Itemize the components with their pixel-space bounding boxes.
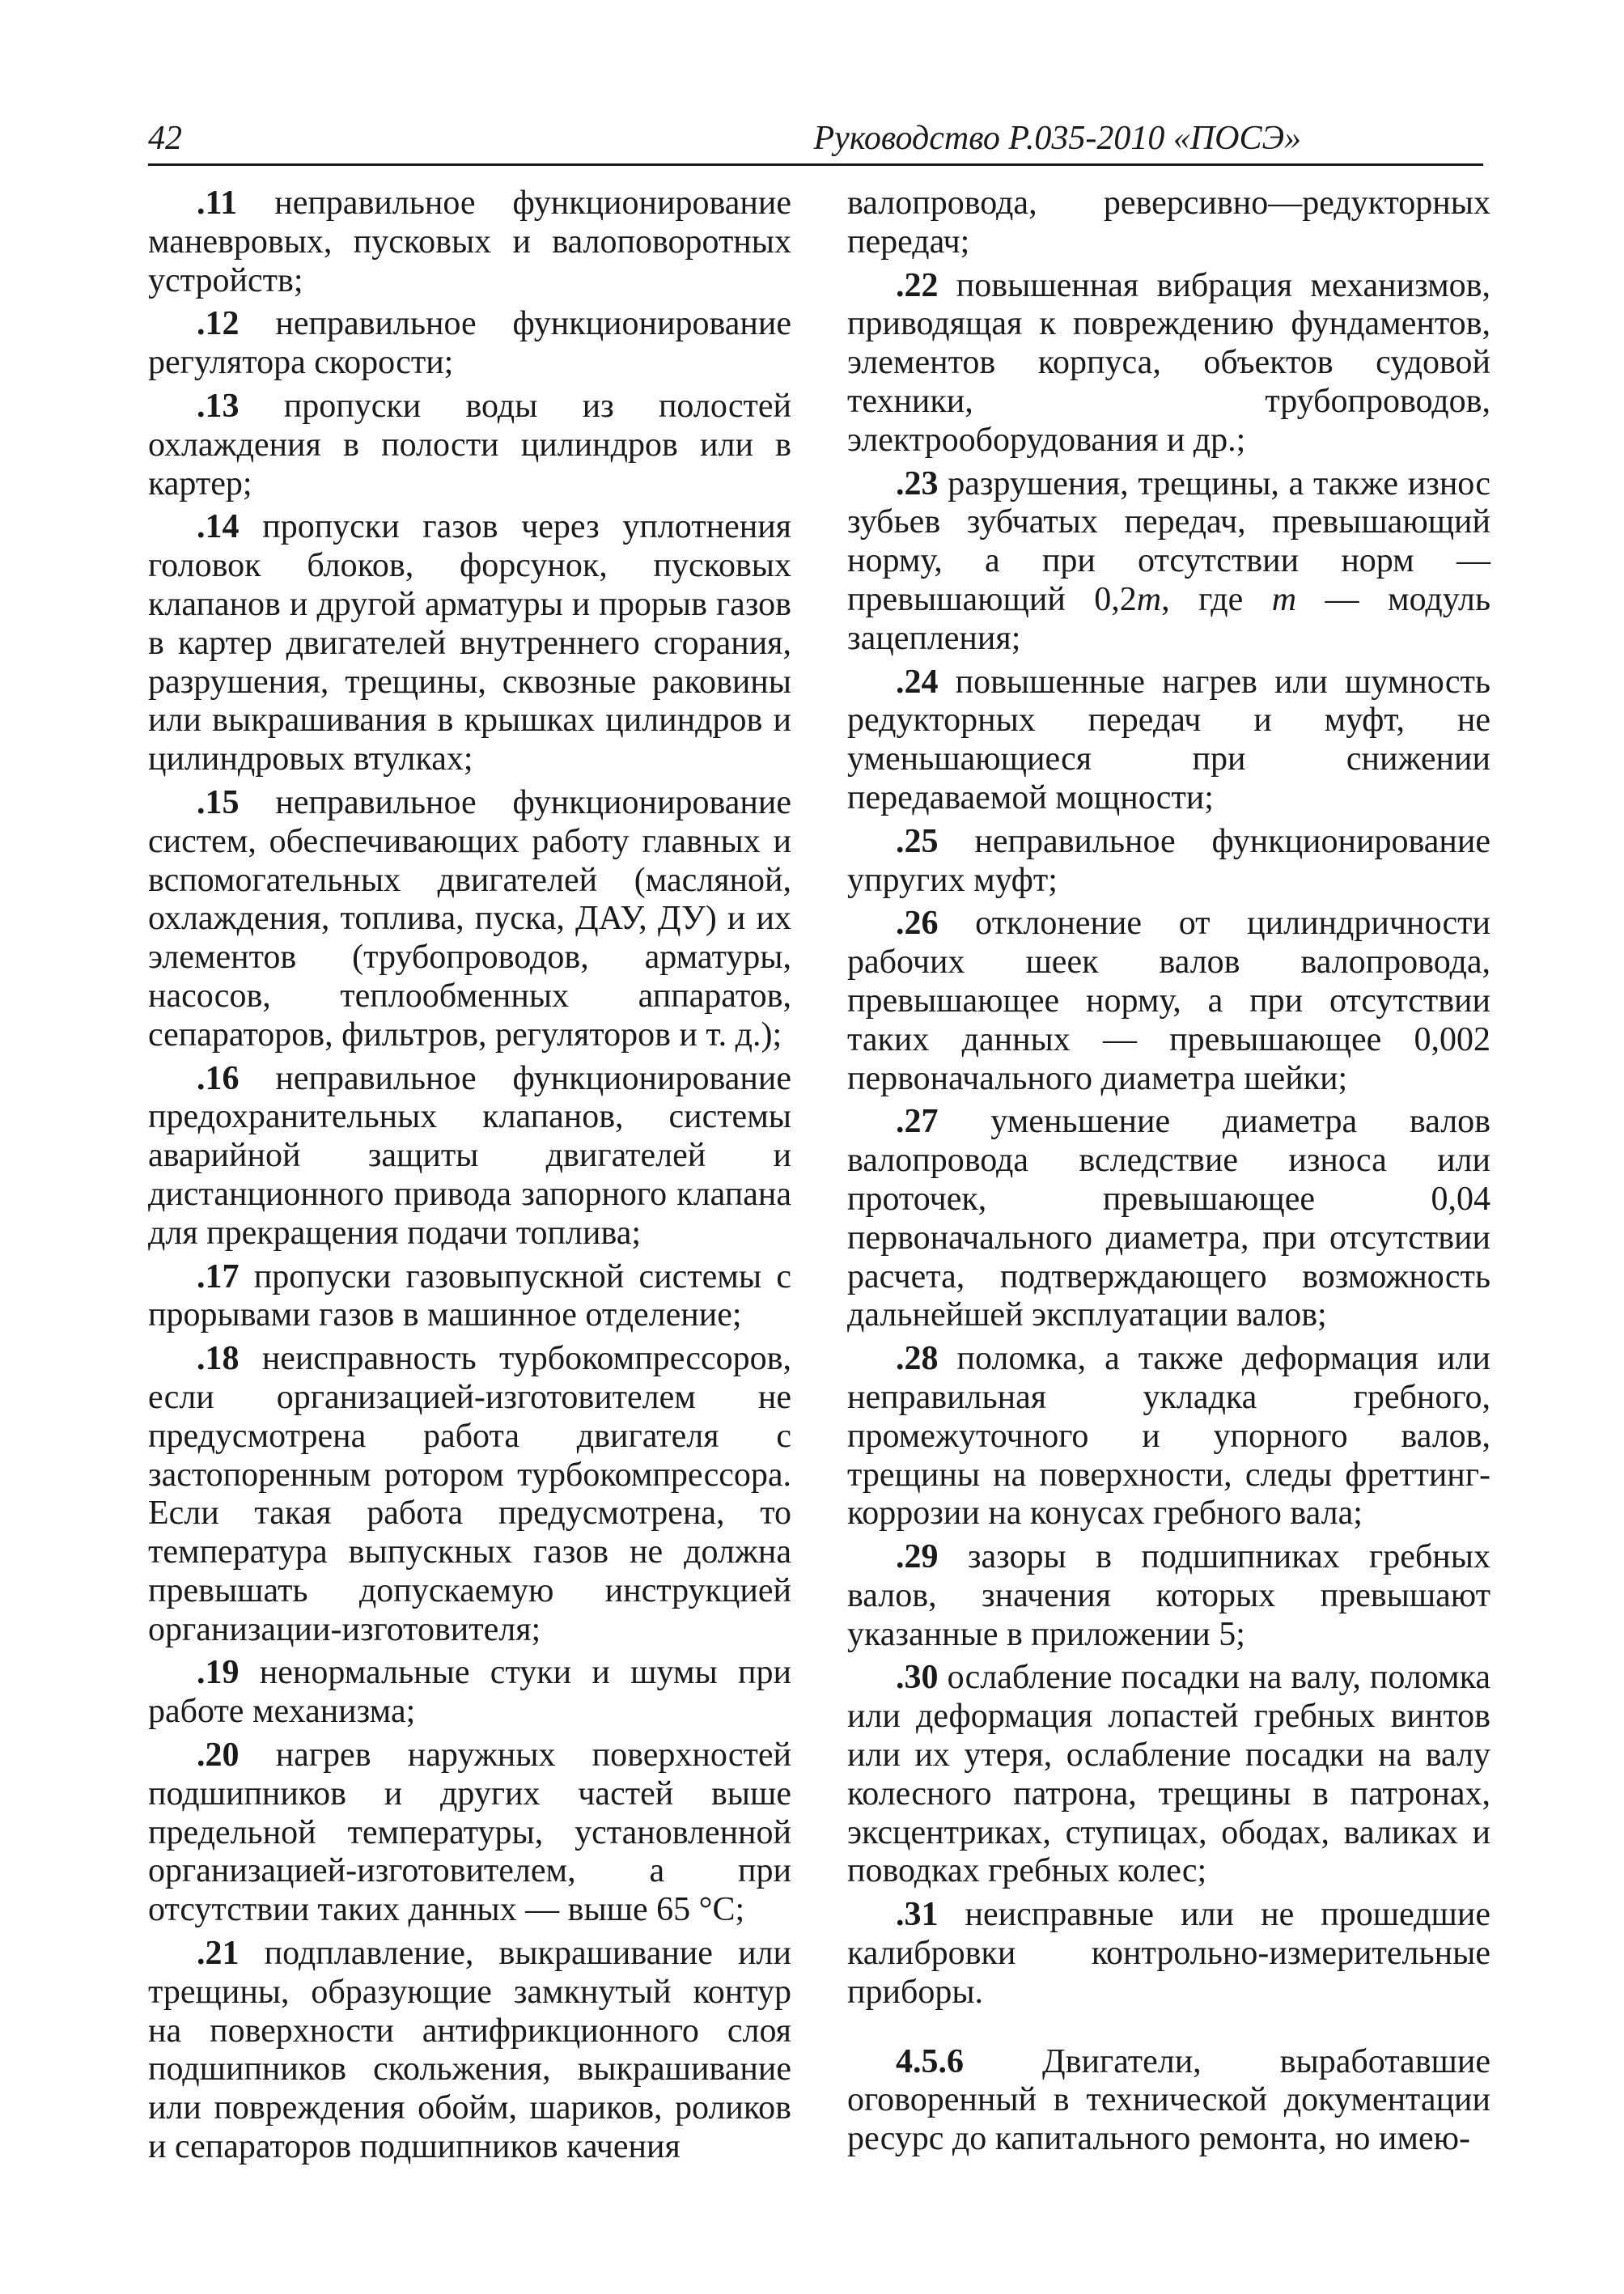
item-text: , где	[1161, 580, 1272, 618]
item-text: неправильное функционирование предохранительных клапанов, системы аварийной защиты двигателей и дистанционного привода запорного клапана для прекращения подачи топлива;	[148, 1059, 791, 1252]
list-item	[148, 388, 791, 503]
list-item	[148, 1654, 791, 1732]
item-text: ненормальные стуки и шумы при работе механизма;	[148, 1654, 791, 1731]
item-text: неправильное функционирование упругих муфт;	[847, 822, 1490, 899]
item-number: .26	[896, 905, 939, 943]
math-variable: m	[1136, 580, 1162, 618]
list-item	[847, 664, 1490, 818]
item-text: уменьшение диаметра валов валопровода вследствие износа или проточек, превышающее 0,04 первоначального диаметра, при отсутствии расчета, подтверждающего возможность дальнейшей эксплуатации валов;	[847, 1103, 1490, 1334]
item-text: поломка, а также деформация или неправильная укладка гребного, промежуточного и упорного валов, трещины на поверхности, следы фреттинг-коррозии на конусах гребного вала;	[847, 1340, 1490, 1533]
item-text: неисправные или не прошедшие калибровки контрольно-измерительные приборы.	[847, 1896, 1490, 2011]
item-text: — модуль зацепления;	[847, 580, 1490, 657]
item-number: .23	[896, 464, 939, 502]
list-item	[847, 1103, 1490, 1335]
list-item	[847, 465, 1490, 659]
list-item	[148, 1258, 791, 1336]
item-number: .28	[896, 1340, 939, 1378]
item-number: .24	[896, 663, 939, 701]
item-text: пропуски газовыпускной системы с прорывами газов в машинное отделение;	[148, 1257, 791, 1334]
item-number: .25	[896, 822, 939, 860]
item-text: разрушения, трещины, а также износ зубьев зубчатых передач, превышающий норму, а при отсутствии норм — превышающий 0,2	[847, 464, 1490, 618]
page-header	[148, 113, 1483, 166]
list-item	[847, 267, 1490, 460]
item-text: отклонение от цилиндричности рабочих шеек валов валопровода, превышающее норму, а при отсутствии таких данных — превышающее 0,002 первоначального диаметра шейки;	[847, 905, 1490, 1097]
item-text: пропуски газов через уплотнения головок блоков, форсунок, пусковых клапанов и другой арматуры и прорыв газов в картер двигателей внутреннего сгорания, разрушения, трещины, сквозные раковины или выкрашивания в крышках цилиндров и цилиндровых втулках;	[148, 508, 791, 778]
item-number: .29	[896, 1538, 939, 1576]
list-item	[847, 905, 1490, 1098]
item-number: .16	[197, 1059, 240, 1097]
section-text: Двигатели, выработавшие оговоренный в технической документации ресурс до капитального ремонта, но имею-	[847, 2042, 1490, 2158]
left-column	[148, 184, 791, 2172]
item-text: нагрев наружных поверхностей подшипников и других частей выше предельной температуры, установленной организацией-изготовителем, а при отсутствии таких данных — выше 65 °С;	[148, 1736, 791, 1929]
section-number: 4.5.6	[896, 2042, 964, 2080]
item-number: .20	[197, 1736, 240, 1775]
section-paragraph	[847, 2043, 1490, 2159]
item-text: неправильное функционирование систем, обеспечивающих работу главных и вспомогательных двигателей (масляной, охлаждения, топлива, пуска, ДАУ, ДУ) и их элементов (трубопроводов, арматуры, насосов, теплообменных аппаратов, сепараторов, фильтров, регуляторов и т. д.);	[148, 783, 791, 1054]
list-item	[148, 1060, 791, 1253]
list-item	[847, 1896, 1490, 2012]
right-column	[847, 184, 1490, 2164]
math-variable: m	[1271, 580, 1297, 618]
list-item	[148, 784, 791, 1055]
list-item	[847, 823, 1490, 901]
item-number: .22	[896, 266, 939, 304]
item-number: .11	[197, 184, 238, 222]
list-item	[847, 1659, 1490, 1891]
item-number: .19	[197, 1654, 240, 1692]
running-title: Руководство Р.035-2010 «ПОСЭ»	[813, 120, 1301, 157]
list-item	[148, 1935, 791, 2167]
item-text: зазоры в подшипниках гребных валов, значения которых превышают указанные в приложении 5;	[847, 1538, 1490, 1653]
item-number: .12	[197, 305, 240, 343]
item-text: подплавление, выкрашивание или трещины, образующие замкнутый контур на поверхности антифрикционного слоя подшипников скольжения, выкрашивание или повреждения обойм, шариков, роликов и сепараторов подшипников качения	[148, 1935, 791, 2166]
list-item	[148, 508, 791, 779]
page-number: 42	[148, 120, 182, 157]
item-number: .27	[896, 1103, 939, 1141]
list-item	[148, 184, 791, 300]
item-number: .21	[197, 1935, 240, 1973]
list-item	[847, 1538, 1490, 1654]
list-item	[148, 1736, 791, 1930]
item-number: .31	[896, 1896, 939, 1934]
list-item	[148, 1340, 791, 1649]
item-text: пропуски воды из полостей охлаждения в полости цилиндров или в картер;	[148, 387, 791, 502]
item-number: .15	[197, 783, 240, 821]
continued-text: валопровода, реверсивно—редукторных передач;	[847, 184, 1490, 261]
item-text: неправильное функционирование маневровых, пусковых и валоповоротных устройств;	[148, 184, 791, 299]
item-number: .17	[197, 1257, 240, 1295]
list-item	[148, 305, 791, 383]
item-text: ослабление посадки на валу, поломка или деформация лопастей гребных винтов или их утеря, ослабление посадки на валу колесного патрона, трещины в патронах, эксцентриках, ступицах, ободах, валиках и поводках гребных колес;	[847, 1659, 1490, 1890]
list-item	[847, 1340, 1490, 1533]
item-number: .13	[197, 387, 240, 425]
item-text: неправильное функционирование регулятора скорости;	[148, 305, 791, 382]
item-number: .30	[896, 1659, 939, 1697]
item-text: повышенные нагрев или шумность редукторных передач и муфт, не уменьшающиеся при снижении передаваемой мощности;	[847, 663, 1490, 816]
item-number: .14	[197, 508, 240, 546]
item-number: .18	[197, 1340, 240, 1378]
item-text: повышенная вибрация механизмов, приводящая к повреждению фундаментов, элементов корпуса, объектов судовой техники, трубопроводов, электрооборудования и др.;	[847, 266, 1490, 459]
item-text: неисправность турбокомпрессоров, если организацией-изготовителем не предусмотрена работа двигателя с застопоренным ротором турбокомпрессора. Если такая работа предусмотрена, то температура выпускных газов не должна превышать допускаемую инструкцией организации-изготовителя;	[148, 1340, 791, 1648]
